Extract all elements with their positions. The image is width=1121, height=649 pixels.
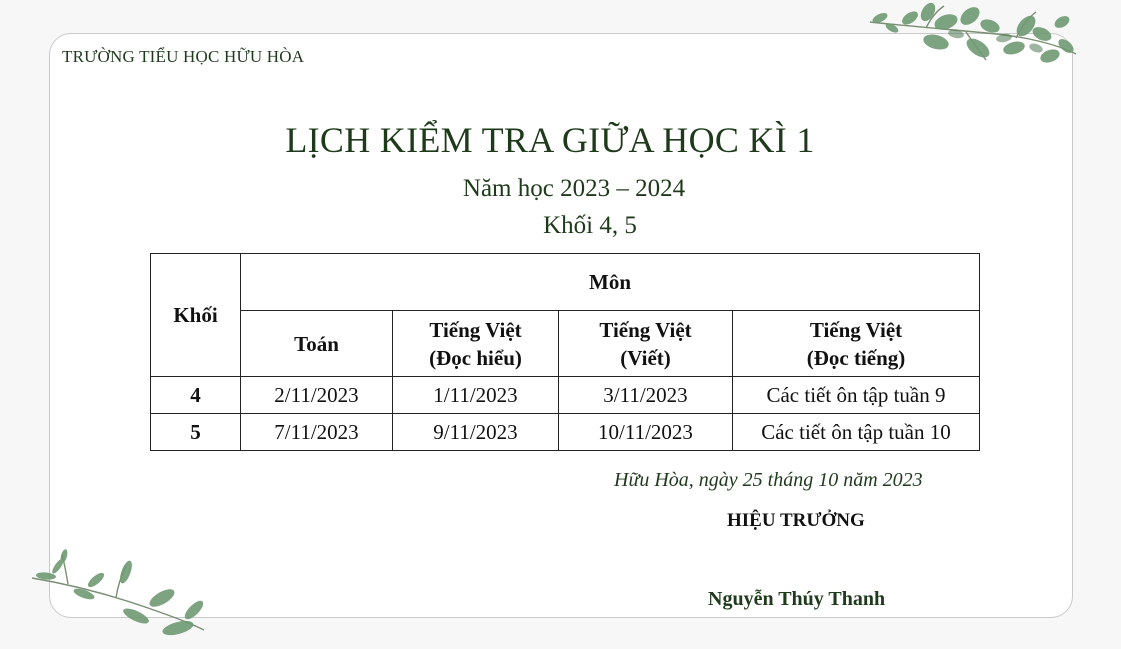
leaf-branch-top-right-icon: [866, 4, 1081, 74]
document-title: LỊCH KIỂM TRA GIỮA HỌC KÌ 1: [285, 120, 815, 160]
subject-header-reading-comprehension: [393, 311, 559, 377]
leaf-branch-bottom-left-icon: [28, 550, 208, 645]
subject-header-line1: Tiếng Việt: [599, 317, 692, 342]
grade-cell: 5: [151, 414, 241, 451]
subject-header-line1: Tiếng Việt: [429, 317, 522, 342]
exam-date-cell: 3/11/2023: [559, 377, 733, 414]
table-header-row: [151, 254, 980, 311]
school-name: TRƯỜNG TIỂU HỌC HỮU HÒA: [62, 47, 305, 66]
grade-column-header: Khối: [151, 254, 241, 377]
exam-date-cell: Các tiết ôn tập tuần 9: [733, 377, 980, 414]
exam-date-cell: 10/11/2023: [559, 414, 733, 451]
exam-date-cell: 7/11/2023: [241, 414, 393, 451]
subject-header-oral-reading: [733, 311, 980, 377]
subject-header-line2: (Đọc hiểu): [429, 345, 522, 370]
subject-header-line1: Tiếng Việt: [809, 317, 903, 342]
principal-name: Nguyễn Thúy Thanh: [708, 588, 886, 610]
subject-header-writing: [559, 311, 733, 377]
table-row: [151, 414, 980, 451]
exam-date-cell: 2/11/2023: [241, 377, 393, 414]
subject-header-line1: Toán: [294, 331, 339, 356]
table-row: [151, 377, 980, 414]
subject-header-row: [151, 311, 980, 377]
exam-schedule-table: [150, 253, 980, 451]
principal-title: HIỆU TRƯỞNG: [727, 510, 865, 531]
subject-header-line2: (Viết): [620, 345, 671, 370]
exam-date-cell: Các tiết ôn tập tuần 10: [733, 414, 980, 451]
exam-date-cell: 1/11/2023: [393, 377, 559, 414]
grade-cell: 4: [151, 377, 241, 414]
subject-header-math: [241, 311, 393, 377]
school-year: Năm học 2023 – 2024: [462, 175, 686, 202]
subject-group-header: Môn: [241, 254, 980, 311]
grade-levels: Khối 4, 5: [543, 212, 637, 239]
place-and-date: Hữu Hòa, ngày 25 tháng 10 năm 2023: [614, 469, 923, 491]
subject-header-line2: (Đọc tiếng): [806, 345, 906, 370]
exam-date-cell: 9/11/2023: [393, 414, 559, 451]
